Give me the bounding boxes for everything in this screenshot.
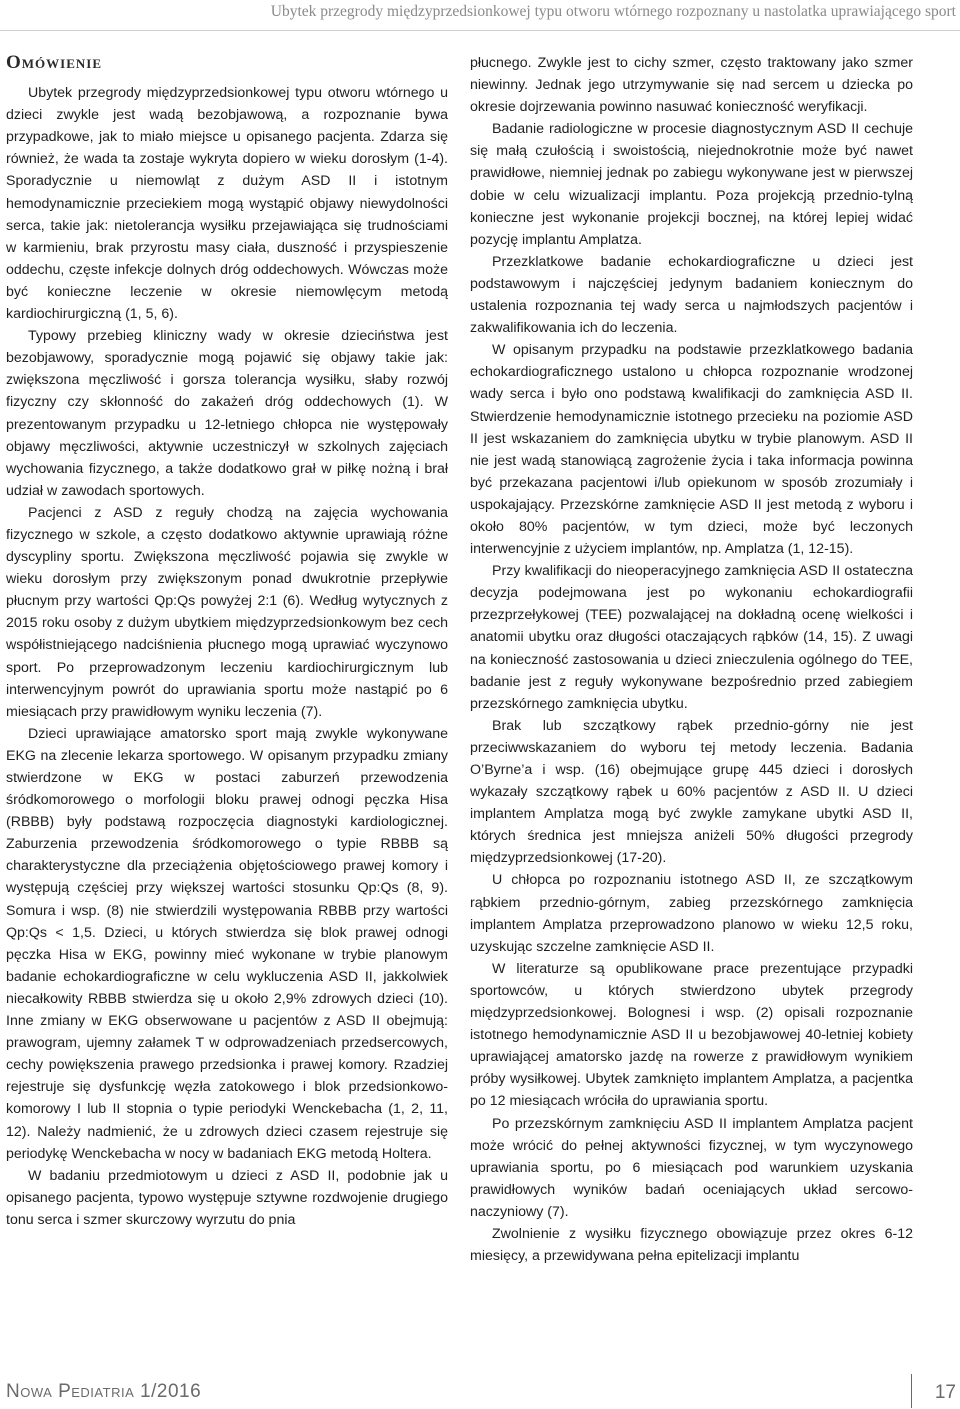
page-number: 17 (934, 1382, 956, 1403)
paragraph: W badaniu przedmiotowym u dzieci z ASD II, podobnie jak u opisanego pacjenta, typowo występuje sztywne rozdwojenie drugiego tonu serca i szmer skurczowy wyrzutu do pnia (6, 1167, 448, 1228)
paragraph: U chłopca po rozpoznaniu istotnego ASD II, ze szczątkowym rąbkiem przednio-górnym, zabieg przezskórnego zamknięcia implantem Amplatza przeprowadzono planowo w wieku 12,5 roku, uzyskując szczelne zamknięcie ASD II. (470, 872, 913, 955)
footer-divider (911, 1374, 912, 1408)
running-header: Ubytek przegrody międzyprzedsionkowej typu otworu wtórnego rozpoznany u nastolatka uprawiającego sport (270, 3, 956, 20)
paragraph: Po przezskórnym zamknięciu ASD II implantem Amplatza pacjent może wrócić do pełnej aktywności fizycznej, w tym wyczynowego uprawiania sportu, po 6 miesiącach pod warunkiem uzyskania prawidłowych wyników badań oceniających układ sercowo-naczyniowy (7). (470, 1115, 913, 1220)
paragraph: Pacjenci z ASD z reguły chodzą na zajęcia wychowania fizycznego w szkole, a często dodatkowo aktywnie uprawiają różne dyscypliny sportu. Zwiększona męczliwość pojawia się zwykle w wieku dorosłym przy zwiększonym ponad dwukrotnie przepływie płucnym przy wartości Qp:Qs powyżej 2:1 (6). Według wytycznych z 2015 roku osoby z dużym ubytkiem międzyprzedsionkowym bez cech współistniejącego nadciśnienia płucnego mogą uprawiać wyczynowo sport. Po przeprowadzonym leczeniu kardiochirurgicznym lub interwencyjnym powrót do uprawiania sportu może nastąpić po 6 miesiącach przy prawidłowym wyniku leczenia (7). (6, 504, 448, 720)
paragraph: Ubytek przegrody międzyprzedsionkowej typu otworu wtórnego u dzieci zwykle jest wadą bezobjawową, a rozpoznanie bywa przypadkowe, jak to miało miejsce u opisanego pacjenta. Zdarza się również, że wada ta zostaje wykryta dopiero w wieku dorosłym (1-4). Sporadycznie u niemowląt z dużym ASD II i istotnym hemodynamicznie przeciekiem mogą wystąpić objawy niewydolności serca, takie jak: nietolerancja wysiłku przejawiająca się trudnościami w karmieniu, brak przyrostu masy ciała, duszność i przyspieszenie oddechu, częste infekcje dolnych dróg oddechowych. Wówczas może być konieczne leczenie w okresie niemowlęcym metodą kardiochirurgiczną (1, 5, 6). (6, 85, 448, 323)
paragraph: Typowy przebieg kliniczny wady w okresie dzieciństwa jest bezobjawowy, sporadycznie mogą pojawić się objawy takie jak: zwiększona męczliwość i gorsza tolerancja wysiłku, słaby rozwój fizyczny czy skłonność do zakażeń dróg oddechowych (1). W prezentowanym przypadku u 12-letniego chłopca nie występowały objawy męczliwości, aktywnie uczestniczył w szkolnych zajęciach wychowania fizycznego, a także dodatkowo grał w piłkę nożną i brał udział w zawodach sportowych. (6, 328, 448, 499)
left-column (6, 52, 448, 1231)
right-column (470, 52, 913, 1267)
paragraph: Zwolnienie z wysiłku fizycznego obowiązuje przez okres 6-12 miesięcy, a przewidywana pełna epitelizacji implantu (470, 1225, 913, 1265)
paragraph-continued: płucnego. Zwykle jest to cichy szmer, często traktowany jako szmer niewinny. Jednak jego utrzymywanie się nad sercem u dziecka po okresie dojrzewania powinno nasuwać konieczność weryfikacji. (470, 55, 913, 116)
paragraph: Przy kwalifikacji do nieoperacyjnego zamknięcia ASD II ostateczna decyzja podejmowana jest po wykonaniu echokardiografii przezprzełykowej (TEE) pozwalającej na dokładną ocenę wielkości i anatomii ubytku oraz długości otaczających rąbków (14, 15). Z uwagi na konieczność zastosowania u dzieci znieczulenia ogólnego do TEE, badanie jest z reguły wykonywane bezpośrednio przed zabiegiem przezskórnego zamknięcia ubytku. (470, 563, 913, 712)
paragraph: W opisanym przypadku na podstawie przezklatkowego badania echokardiograficznego ustalono u chłopca rozpoznanie wrodzonej wady serca i było ono podstawą kwalifikacji do zamknięcia ASD II. Stwierdzenie hemodynamicznie istotnego przecieku na poziomie ASD II jest wskazaniem do zamknięcia ubytku w trybie planowym. ASD II nie jest wadą stanowiącą zagrożenie życia i taka informacja powinna być przekazana pacjentowi i/lub opiekunom w sposób zrozumiały i uspokajający. Przezskórne zamknięcie ASD II jest metodą z wyboru i około 80% pacjentów, w tym dzieci, może być leczonych interwencyjnie z użyciem implantów, np. Amplatza (1, 12-15). (470, 342, 913, 558)
section-title: Omówienie (6, 52, 103, 73)
journal-word-2: Pediatria (58, 1381, 135, 1402)
journal-name (6, 1381, 201, 1403)
paragraph: W literaturze są opublikowane prace prezentujące przypadki sportowców, u których stwierdzono ubytek przegrody międzyprzedsionkowej. Bolognesi i wsp. (2) opisali rozpoznanie istotnego hemodynamicznie ASD II u bezobjawowej 40-letniej kobiety uprawiającej amatorsko jazdę na rowerze z prawidłowym wynikiem próby wysiłkowej. Ubytek zamknięto implantem Amplatza, a pacjentka po 12 miesiącach wróciła do uprawiania sportu. (470, 960, 913, 1110)
paragraph: Badanie radiologiczne w procesie diagnostycznym ASD II cechuje się małą czułością i swoistością, niejednokrotnie może być nawet prawidłowe, niemniej jednak po zabiegu wykonywane jest w pierwszej dobie w celu wizualizacji implantu. Poza projekcją przednio-tylną konieczne jest wykonanie projekcji bocznej, na której lepiej widać pozycję implantu Amplatza. (470, 121, 913, 248)
journal-issue: 1/2016 (140, 1381, 202, 1402)
paragraph: Brak lub szczątkowy rąbek przednio-górny nie jest przeciwwskazaniem do wyboru tej metody leczenia. Badania O’Byrne’a i wsp. (16) obejmujące grupę 445 dzieci i dorosłych wykazały szczątkowy rąbek u 60% pacjentów z ASD II. U dzieci implantem Amplatza mogą być zwykle zamykane ubytki ASD II, których średnica jest mniejsza aniżeli 50% długości przegrody międzyprzedsionkowej (17-20). (470, 717, 913, 867)
header-rule (0, 30, 960, 31)
paragraph: Dzieci uprawiające amatorsko sport mają zwykle wykonywane EKG na zlecenie lekarza sportowego. W opisanym przypadku zmiany stwierdzone w EKG w postaci zaburzeń przewodzenia śródkomorowego o morfologii bloku prawej odnogi pęczka Hisa (RBBB) były podstawą rozpoczęcia diagnostyki kardiologicznej. Zaburzenia przewodzenia śródkomorowego o typie RBBB są charakterystyczne dla przeciążenia objętościowego prawej komory i występują częściej przy większej wartości stosunku Qp:Qs (8, 9). Somura i wsp. (8) nie stwierdzili występowania RBBB przy wartości Qp:Qs < 1,5. Dzieci, u których stwierdza się blok prawej odnogi pęczka Hisa w EKG, powinny mieć wykonane w trybie planowym badanie echokardiograficzne w celu wykluczenia ASD II, jakkolwiek niecałkowity RBBB stwierdza się u około 2,9% zdrowych dzieci (10). Inne zmiany w EKG obserwowane u pacjentów z ASD II obejmują: prawogram, ujemny załamek T w odprowadzeniach przedsercowych, cechy powiększenia prawego przedsionka i prawej komory. Rzadziej rejestruje się dysfunkcję węzła zatokowego i blok przedsionkowo-komorowy I lub II stopnia o typie periodyki Wenckebacha (1, 2, 11, 12). Należy nadmienić, że u zdrowych dzieci czasem rejestruje się periodykę Wenckebacha w nocy w badaniach EKG metodą Holtera. (6, 725, 448, 1162)
journal-word-1: Nowa (6, 1381, 53, 1402)
paragraph: Przezklatkowe badanie echokardiograficzne u dzieci jest podstawowym i najczęściej jedynym badaniem koniecznym do ustalenia rozpoznania tej wady serca u najmłodszych pacjentów i zakwalifikowania ich do leczenia. (470, 253, 913, 337)
